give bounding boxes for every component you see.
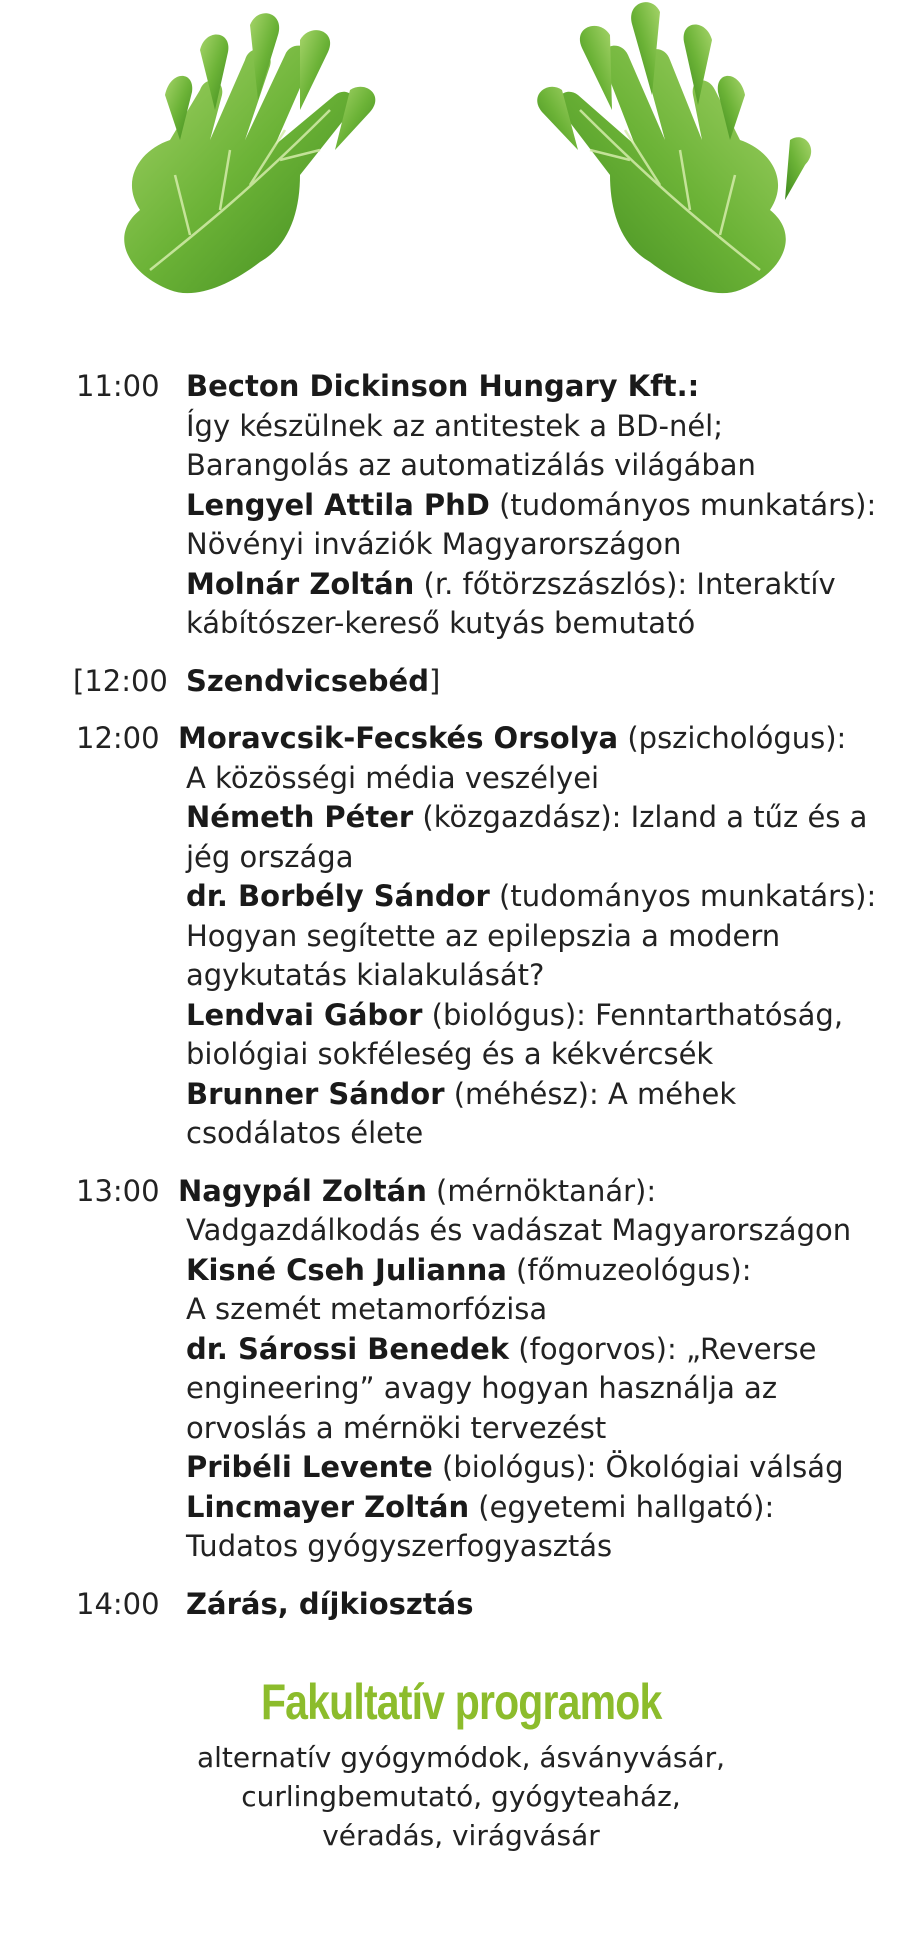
speaker-name: Zárás, díjkiosztás [186, 1586, 474, 1621]
schedule-content [178, 719, 876, 1154]
schedule-content [186, 662, 876, 702]
speaker-name: Brunner Sándor [186, 1076, 445, 1111]
speaker-name: Becton Dickinson Hungary Kft.: [186, 369, 700, 403]
talk-text: csodálatos élete [186, 1116, 424, 1150]
schedule-line [178, 759, 876, 799]
talk-text: orvoslás a mérnöki tervezést [186, 1410, 607, 1445]
schedule-block [76, 367, 876, 644]
schedule-line [178, 956, 876, 996]
talk-text: Vadgazdálkodás és vadászat Magyarországon [186, 1213, 852, 1247]
schedule-line [178, 1369, 876, 1409]
schedule-line [178, 1448, 876, 1488]
speaker-name: Moravcsik-Fecskés Orsolya [178, 721, 619, 755]
talk-text: Tudatos gyógyszerfogyasztás [186, 1529, 613, 1563]
talk-text: Növényi inváziók Magyarországon [186, 527, 682, 561]
schedule-line [178, 1290, 876, 1330]
schedule-line [186, 662, 876, 702]
schedule-line [186, 407, 876, 447]
speaker-name: dr. Borbély Sándor [186, 879, 490, 913]
talk-text: (közgazdász): Izland a tűz és a [413, 800, 868, 834]
schedule-content [186, 367, 876, 644]
talk-text: A közösségi média veszélyei [186, 760, 600, 795]
talk-text: (r. főtörzszászlós): Interaktív [414, 566, 836, 601]
speaker-name: Nagypál Zoltán [178, 1173, 427, 1208]
schedule-time: 13:00 [76, 1173, 160, 1208]
schedule-line [178, 1172, 876, 1212]
schedule-block [76, 1585, 876, 1625]
talk-text: agykutatás kialakulását? [186, 958, 545, 992]
schedule-line [178, 1527, 876, 1567]
speaker-name: dr. Sárossi Benedek [186, 1331, 510, 1366]
schedule-time: 11:00 [76, 369, 160, 403]
talk-text: jég országa [186, 839, 354, 874]
speaker-name: Molnár Zoltán [186, 566, 415, 601]
left-hand-icon [124, 13, 375, 293]
optional-programs [0, 1672, 922, 1855]
schedule-line [178, 1035, 876, 1075]
schedule-block [76, 1172, 876, 1567]
schedule-line [178, 1409, 876, 1449]
optional-programs-line: véradás, virágvásár [322, 1819, 600, 1852]
talk-text: engineering” avagy hogyan használja az [186, 1371, 778, 1405]
schedule-block [76, 719, 876, 1154]
talk-text: (egyetemi hallgató): [469, 1489, 775, 1524]
schedule-line [178, 996, 876, 1036]
optional-programs-line: curlingbemutató, gyógyteaház, [241, 1780, 681, 1813]
schedule-line [186, 367, 876, 407]
schedule-line [178, 877, 876, 917]
schedule-block [73, 662, 876, 702]
schedule-line [178, 917, 876, 957]
schedule-line [178, 1488, 876, 1528]
talk-text: (mérnöktanár): [426, 1173, 657, 1208]
talk-text: Hogyan segítette az epilepszia a modern [186, 918, 781, 953]
schedule-time: [12:00 [73, 663, 168, 698]
speaker-name: Németh Péter [186, 800, 414, 834]
schedule-line [186, 446, 876, 486]
schedule-line [178, 838, 876, 878]
schedule-line [186, 486, 876, 526]
schedule-time: 12:00 [76, 721, 160, 755]
schedule-line [178, 798, 876, 838]
talk-text: A szemét metamorfózisa [186, 1292, 548, 1326]
talk-text: (biológus): Fenntarthatóság, [422, 997, 844, 1032]
leaf-hands-illustration [0, 0, 922, 340]
schedule-line [178, 1211, 876, 1251]
schedule-line [186, 525, 876, 565]
schedule-content [186, 1585, 876, 1625]
optional-programs-line: alternatív gyógymódok, ásványvásár, [196, 1741, 726, 1774]
speaker-name: Lengyel Attila PhD [186, 487, 490, 522]
schedule-time: 14:00 [76, 1586, 160, 1621]
speaker-name: Pribéli Levente [186, 1450, 433, 1484]
schedule-line [186, 1585, 876, 1625]
program-schedule [73, 367, 877, 1642]
talk-text: Barangolás az automatizálás világában [186, 448, 756, 482]
speaker-name: Lendvai Gábor [186, 997, 423, 1032]
talk-text: (biológus): Ökológiai válság [432, 1450, 844, 1484]
right-hand-icon [537, 2, 811, 293]
optional-programs-list [0, 1738, 922, 1855]
talk-text: (fogorvos): „Reverse [509, 1331, 817, 1366]
talk-text: (tudományos munkatárs): [489, 487, 877, 522]
talk-text: kábítószer-kereső kutyás bemutató [186, 606, 696, 640]
talk-text: ] [429, 663, 441, 698]
schedule-content [178, 1172, 876, 1567]
optional-programs-title: Fakultatív programok [260, 1674, 662, 1730]
talk-text: (főmuzeológus): [506, 1252, 752, 1287]
schedule-line [186, 565, 876, 605]
speaker-name: Lincmayer Zoltán [186, 1489, 470, 1524]
schedule-line [178, 1251, 876, 1291]
talk-text: (tudományos munkatárs): [489, 879, 877, 913]
schedule-line [178, 1330, 876, 1370]
schedule-line [186, 604, 876, 644]
speaker-name: Szendvicsebéd [186, 663, 429, 698]
talk-text: biológiai sokféleség és a kékvércsék [186, 1037, 714, 1071]
schedule-line [178, 1114, 876, 1154]
schedule-line [178, 1075, 876, 1115]
talk-text: Így készülnek az antitestek a BD-nél; [186, 408, 724, 443]
schedule-line [178, 719, 876, 759]
talk-text: (méhész): A méhek [444, 1076, 737, 1111]
speaker-name: Kisné Cseh Julianna [186, 1252, 507, 1287]
talk-text: (pszichológus): [618, 721, 847, 755]
